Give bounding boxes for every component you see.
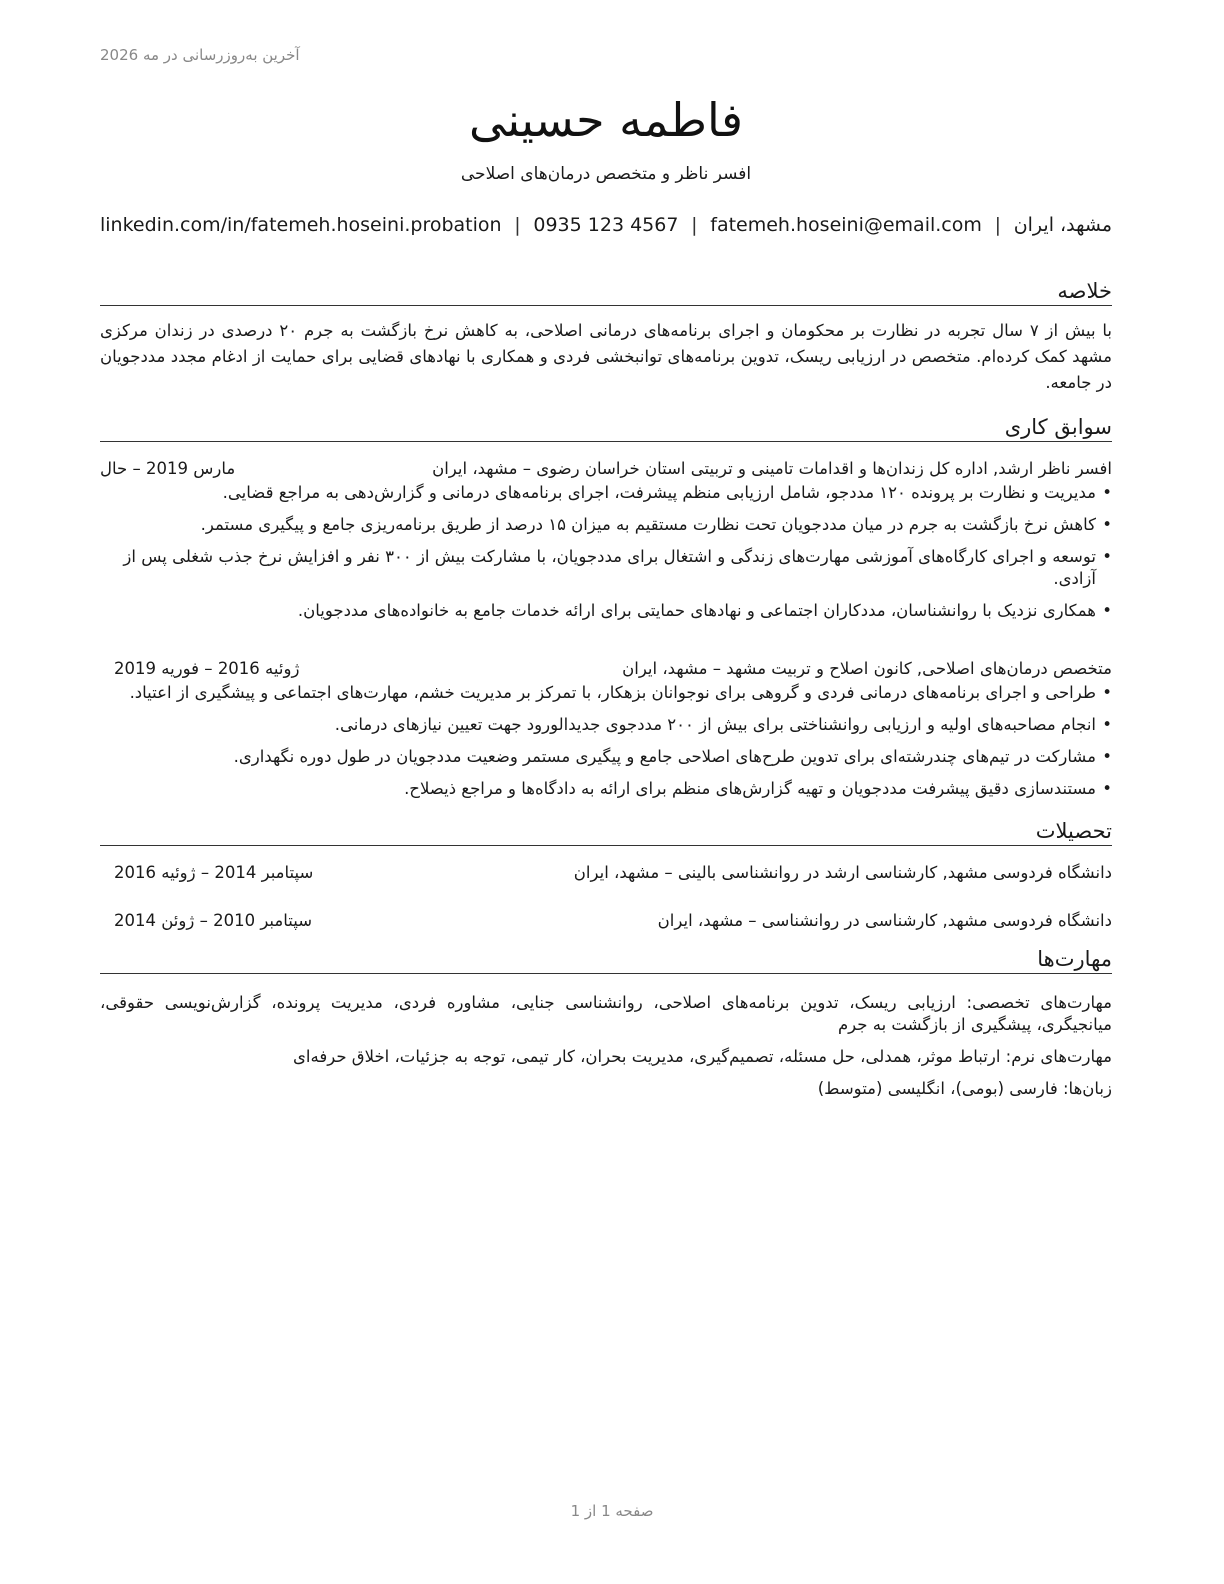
education-dates: سپتامبر 2010 – ژوئن 2014 [114, 911, 313, 930]
education-degree: دانشگاه فردوسی مشهد, کارشناسی در روانشناسی – مشهد، ایران [657, 911, 1112, 930]
list-item: • همکاری نزدیک با روانشناسان، مددکاران اجتماعی و نهادهای حمایتی برای ارائه خدمات جامع به خانواده‌های مددجویان. [100, 600, 1112, 622]
list-item: • مدیریت و نظارت بر پرونده ۱۲۰ مددجو، شامل ارزیابی منظم پیشرفت، اجرای برنامه‌های درمانی و گزارش‌دهی به مراجع قضایی. [100, 482, 1112, 504]
job-bullets [100, 482, 1112, 622]
contact-phone[interactable]: 0935 123 4567 [533, 214, 679, 236]
skills-heading: مهارت‌ها [100, 946, 1112, 974]
list-item: • مشارکت در تیم‌های چندرشته‌ای برای تدوین طرح‌های اصلاحی جامع و پیگیری مستمر وضعیت مددجویان در طول دوره نگهداری. [100, 746, 1112, 768]
skills-languages: زبان‌ها: فارسی (بومی)، انگلیسی (متوسط) [817, 1079, 1112, 1098]
candidate-title: افسر ناظر و متخصص درمان‌های اصلاحی [460, 164, 752, 184]
contact-email[interactable]: fatemeh.hoseini@email.com [710, 214, 982, 236]
contact-linkedin[interactable]: linkedin.com/in/fatemeh.hoseini.probation [100, 214, 502, 236]
contact-location: مشهد، ایران [1013, 214, 1112, 236]
skills-soft: مهارت‌های نرم: ارتباط موثر، همدلی، حل مسئله، تصمیم‌گیری، مدیریت بحران، کار تیمی، توجه به جزئیات، اخلاق حرفه‌ای [293, 1047, 1112, 1066]
education-degree: دانشگاه فردوسی مشهد, کارشناسی ارشد در روانشناسی بالینی – مشهد، ایران [573, 863, 1112, 882]
job-dates: مارس 2019 – حال [100, 459, 236, 478]
education-item [100, 908, 1112, 934]
contact-separator: | [514, 214, 521, 236]
list-item: • توسعه و اجرای کارگاه‌های آموزشی مهارت‌های زندگی و اشتغال برای مددجویان، با مشارکت بیش از ۳۰۰ نفر و افزایش نرخ جذب شغلی پس از آزادی. [100, 546, 1112, 590]
education-dates: سپتامبر 2014 – ژوئیه 2016 [114, 863, 314, 882]
list-item: • مستندسازی دقیق پیشرفت مددجویان و تهیه گزارش‌های منظم برای ارائه به دادگاه‌ها و مراجع ذیصلاح. [100, 778, 1112, 800]
skills-block [100, 992, 1112, 1100]
skills-technical: مهارت‌های تخصصی: ارزیابی ریسک، تدوین برنامه‌های اصلاحی، روانشناسی جنایی، مشاوره فردی، مدیریت پرونده، گزارش‌نویسی حقوقی، میانجیگری، پیشگیری از بازگشت به جرم [100, 993, 1112, 1034]
experience-heading: سوابق کاری [100, 414, 1112, 442]
job-role-org: متخصص درمان‌های اصلاحی, کانون اصلاح و تربیت مشهد – مشهد، ایران [622, 659, 1112, 678]
education-heading: تحصیلات [100, 818, 1112, 846]
contact-separator: | [691, 214, 698, 236]
job-bullets [100, 682, 1112, 800]
list-item: • طراحی و اجرای برنامه‌های درمانی فردی و گروهی برای نوجوانان بزهکار، با تمرکز بر مدیریت خشم، مهارت‌های اجتماعی و پیشگیری از اعتیاد. [100, 682, 1112, 704]
summary-heading: خلاصه [100, 278, 1112, 306]
list-item: • کاهش نرخ بازگشت به جرم در میان مددجویان تحت نظارت مستقیم به میزان ۱۵ درصد از طریق برنامه‌ریزی جامع و پیگیری مستمر. [100, 514, 1112, 536]
job-dates: ژوئیه 2016 – فوریه 2019 [114, 659, 300, 678]
resume-page [100, 0, 1112, 1100]
job-header [100, 456, 1112, 482]
contact-line [100, 212, 1112, 238]
job-role-org: افسر ناظر ارشد, اداره کل زندان‌ها و اقدامات تامینی و تربیتی استان خراسان رضوی – مشهد، ایران [432, 459, 1112, 478]
page-number: صفحه 1 از 1 [570, 1502, 654, 1520]
contact-separator: | [994, 214, 1001, 236]
summary-text: با بیش از ۷ سال تجربه در نظارت بر محکومان و اجرای برنامه‌های درمانی اصلاحی، به کاهش نرخ بازگشت به جرم ۲۰ درصدی در زندان مرکزی مشهد کمک کرده‌ام. متخصص در ارزیابی ریسک، تدوین برنامه‌های توانبخشی فردی و همکاری با نهادهای قضایی برای حمایت از ادغام مجدد مددجویان در جامعه. [100, 321, 1113, 392]
job-header [100, 656, 1112, 682]
candidate-name: فاطمه حسینی [468, 93, 744, 147]
education-item [100, 860, 1112, 886]
last-updated: آخرین به‌روزرسانی در مه 2026 [100, 46, 300, 64]
list-item: • انجام مصاحبه‌های اولیه و ارزیابی روانشناختی برای بیش از ۲۰۰ مددجوی جدیدالورود جهت تعیین نیازهای درمانی. [100, 714, 1112, 736]
